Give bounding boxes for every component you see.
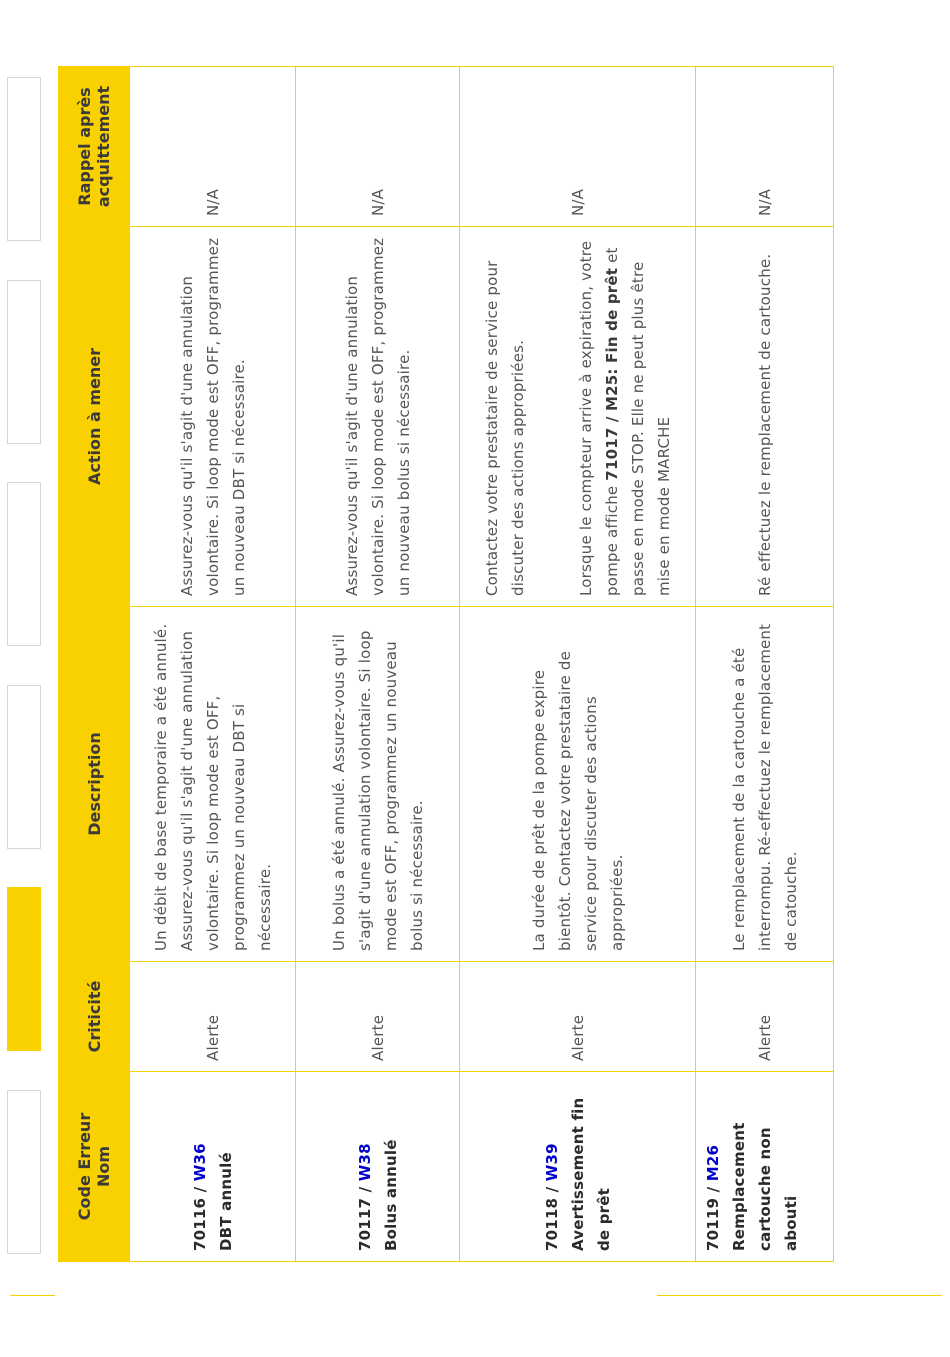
description-cell: Un débit de base temporaire a été annulé. Assurez-vous qu'il s'agit d'une annulation volontaire. Si loop mode est OFF, programmez un nouveau DBT si nécessaire. (130, 607, 296, 962)
header-rappel (59, 67, 130, 227)
nav-tab-6[interactable] (7, 77, 41, 241)
action-cell: Assurez-vous qu'il s'agit d'une annulation volontaire. Si loop mode est OFF, programmez un nouveau bolus si nécessaire. (296, 227, 460, 607)
code-cell (460, 1072, 696, 1262)
description-cell: Un bolus a été annulé. Assurez-vous qu'il s'agit d'une annulation volontaire. Si loop mode est OFF, programmez un nouveau bolus si nécessaire. (296, 607, 460, 962)
code-cell (130, 1072, 296, 1262)
code-cell (696, 1072, 834, 1262)
header-criticity: Criticité (59, 962, 130, 1072)
action-cell (460, 227, 696, 607)
error-name: Bolus annulé (381, 1139, 400, 1251)
rappel-cell: N/A (296, 67, 460, 227)
header-code-line2: Nom (94, 1145, 113, 1188)
error-ref: W36 (190, 1143, 209, 1182)
rappel-cell: N/A (696, 67, 834, 227)
error-name: DBT annulé (216, 1152, 235, 1251)
description-cell: Le remplacement de la cartouche a été interrompu. Ré-effectuez le remplacement de catouche. (696, 607, 834, 962)
error-code: 70118 / (542, 1181, 561, 1251)
action-gap (531, 237, 573, 596)
header-rappel-line1: Rappel après (75, 87, 94, 206)
rappel-cell: N/A (130, 67, 296, 227)
action-cell: Ré effectuez le remplacement de cartouche. (696, 227, 834, 607)
criticity-cell: Alerte (460, 962, 696, 1072)
table-row (460, 67, 696, 1262)
error-code: 70119 / (704, 1181, 722, 1251)
header-code (59, 1072, 130, 1262)
error-ref: M26 (704, 1144, 722, 1182)
action-text-2a: Lorsque le compteur arrive à expiration, votre pompe affiche (576, 240, 621, 596)
error-name: Avertissement fin de prêt (568, 1097, 613, 1251)
nav-tab-4[interactable] (7, 482, 41, 646)
action-bold: 71017 / M25: Fin de prêt (602, 267, 621, 481)
error-ref: W39 (542, 1143, 561, 1182)
error-codes-table (58, 66, 834, 1262)
error-ref: W38 (355, 1143, 374, 1182)
error-code: 70116 / (190, 1181, 209, 1251)
action-cell: Assurez-vous qu'il s'agit d'une annulation volontaire. Si loop mode est OFF, programmez un nouveau DBT si nécessaire. (130, 227, 296, 607)
header-action: Action à mener (59, 227, 130, 607)
header-code-line1: Code Erreur (75, 1112, 94, 1221)
error-name: Remplacement cartouche non abouti (730, 1122, 800, 1251)
header-rappel-line2: acquittement (94, 85, 113, 208)
header-description: Description (59, 607, 130, 962)
table-header-row (59, 67, 130, 1262)
rappel-cell: N/A (460, 67, 696, 227)
criticity-cell: Alerte (130, 962, 296, 1072)
footer-rule-right (657, 1295, 942, 1296)
action-text-1: Contactez votre prestataire de service pour discuter des actions appropriées. (482, 260, 527, 596)
error-code: 70117 / (355, 1181, 374, 1251)
table-row (130, 67, 296, 1262)
criticity-cell: Alerte (296, 962, 460, 1072)
action-text-2 (573, 237, 677, 596)
error-table-rotated (58, 67, 833, 1262)
code-cell (296, 1072, 460, 1262)
table-row (296, 67, 460, 1262)
action-text-2b: et passe en mode STOP. Elle ne peut plus être mise en mode MARCHE (602, 247, 673, 596)
nav-tab-3[interactable] (7, 685, 41, 849)
criticity-cell: Alerte (696, 962, 834, 1072)
nav-tab-1[interactable] (7, 1090, 41, 1254)
nav-tab-5[interactable] (7, 280, 41, 444)
nav-tab-2-active[interactable] (7, 887, 41, 1051)
description-cell: La durée de prêt de la pompe expire bientôt. Contactez votre prestataire de service pour discuter des actions appropriées. (460, 607, 696, 962)
table-row (696, 67, 834, 1262)
footer-rule-left (10, 1295, 55, 1296)
